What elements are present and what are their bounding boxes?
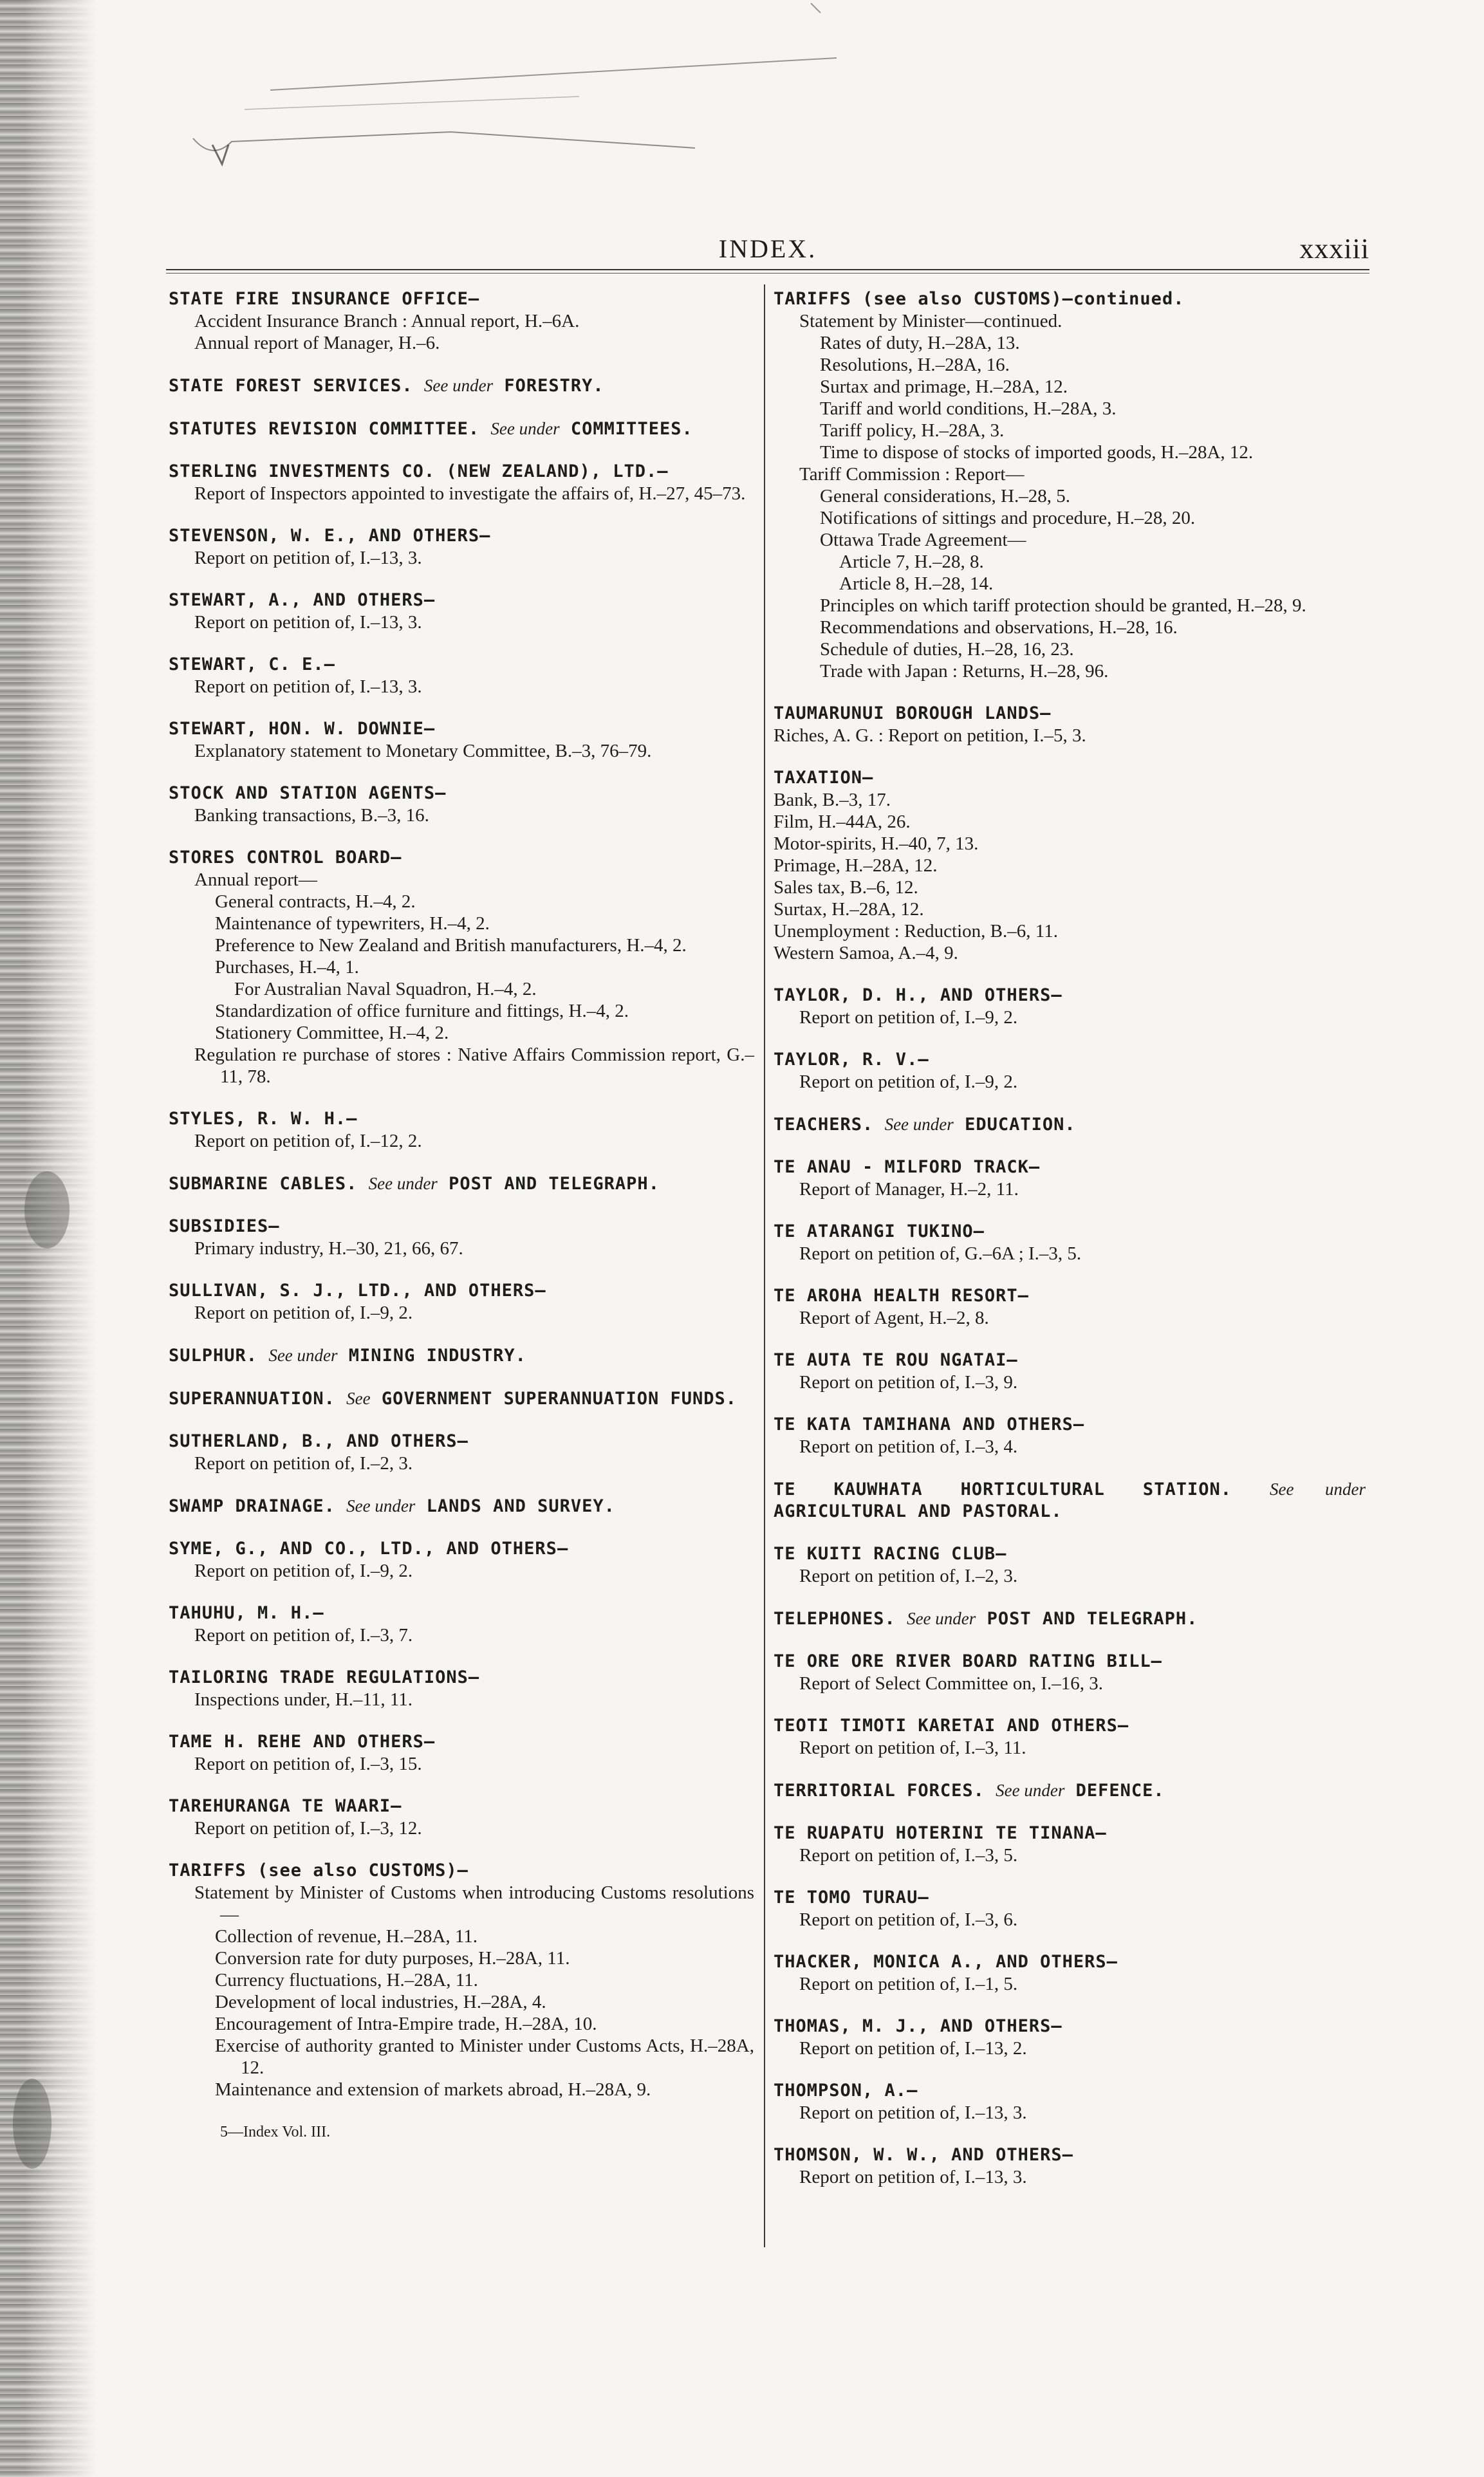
heading-text: THOMSON, W. W., AND OTHERS— <box>774 2145 1073 2165</box>
entry-heading <box>774 288 1366 310</box>
volume-footnote: 5—Index Vol. III. <box>220 2124 331 2140</box>
heading-text: TE ANAU - MILFORD TRACK— <box>774 1157 1041 1177</box>
heading-text: SULPHUR. <box>169 1346 258 1366</box>
column-divider <box>764 284 765 2247</box>
index-entry <box>774 288 1366 682</box>
index-entry <box>169 1280 754 1324</box>
cross-reference: EDUCATION. <box>965 1115 1076 1135</box>
entry-reference-line: Conversion rate for duty purposes, H.–28A, 11. <box>215 1948 570 1969</box>
entry-reference-line: Annual report of Manager, H.–6. <box>194 333 440 353</box>
see-reference-label: See under <box>368 1174 438 1193</box>
entry-heading <box>169 288 754 310</box>
index-entry <box>169 525 754 569</box>
entry-reference-line: Preference to New Zealand and British manufacturers, H.–4, 2. <box>215 935 687 956</box>
index-entry <box>169 589 754 633</box>
entry-heading <box>169 654 754 676</box>
entry-heading <box>774 1887 1366 1909</box>
entry-reference-line: Report on petition of, I.–3, 7. <box>194 1625 413 1646</box>
entry-reference-line: Report on petition of, I.–13, 3. <box>194 676 422 697</box>
heading-text: SULLIVAN, S. J., LTD., AND OTHERS— <box>169 1281 546 1301</box>
header-rule <box>166 269 1369 270</box>
entry-heading <box>774 1221 1366 1243</box>
pencil-scribble <box>0 0 965 206</box>
heading-text: TERRITORIAL FORCES. <box>774 1781 985 1801</box>
entry-heading <box>774 2080 1366 2102</box>
entry-heading <box>169 1538 754 1560</box>
heading-text: THOMAS, M. J., AND OTHERS— <box>774 2016 1062 2036</box>
entry-reference-line: Report on petition of, I.–3, 15. <box>194 1754 422 1774</box>
see-reference-label: See under <box>490 419 560 438</box>
entry-reference-line: Standardization of office furniture and fittings, H.–4, 2. <box>215 1001 629 1021</box>
entry-heading <box>774 703 1366 725</box>
entry-heading <box>774 1414 1366 1436</box>
entry-reference-line: Inspections under, H.–11, 11. <box>194 1689 413 1710</box>
entry-reference-line: Report on petition of, I.–3, 9. <box>799 1372 1018 1393</box>
entry-reference-line: Report of Agent, H.–2, 8. <box>799 1308 989 1328</box>
see-reference-label: See under <box>268 1346 338 1365</box>
entry-heading <box>169 1667 754 1689</box>
entry-reference-line: Report on petition of, I.–13, 3. <box>194 548 422 568</box>
index-entry <box>169 847 754 1088</box>
heading-text: TAILORING TRADE REGULATIONS— <box>169 1667 480 1687</box>
entry-reference-line: For Australian Naval Squadron, H.–4, 2. <box>234 979 537 999</box>
heading-text: STEVENSON, W. E., AND OTHERS— <box>169 526 491 546</box>
index-entry <box>169 654 754 698</box>
entry-heading <box>774 1543 1366 1565</box>
entry-heading <box>169 375 754 397</box>
entry-heading <box>774 1651 1366 1673</box>
heading-text: STATE FOREST SERVICES. <box>169 376 413 396</box>
entry-reference-line: Regulation re purchase of stores : Native Affairs Commission report, G.–11, 78. <box>194 1044 754 1087</box>
entry-reference-line: Surtax, H.–28A, 12. <box>774 899 924 920</box>
entry-reference-line: Report on petition of, I.–1, 5. <box>799 1974 1018 1994</box>
entry-reference-line: Tariff Commission : Report— <box>799 464 1025 485</box>
index-entry <box>169 718 754 762</box>
heading-text: TAME H. REHE AND OTHERS— <box>169 1732 436 1752</box>
index-entry <box>169 1387 754 1410</box>
entry-reference-line: Report on petition of, I.–3, 4. <box>799 1436 1018 1457</box>
see-reference-label: See under <box>423 376 494 395</box>
cross-reference: LANDS AND SURVEY. <box>426 1496 615 1516</box>
entry-reference-line: Report of Select Committee on, I.–16, 3. <box>799 1673 1103 1694</box>
see-reference-label: See under <box>346 1496 416 1516</box>
entry-reference-line: Article 8, H.–28, 14. <box>839 573 994 594</box>
entry-heading <box>774 767 1366 789</box>
index-entry <box>169 1538 754 1582</box>
entry-reference-line: Article 7, H.–28, 8. <box>839 552 984 572</box>
cross-reference: MINING INDUSTRY. <box>348 1346 526 1366</box>
entry-heading <box>774 1113 1366 1136</box>
heading-text: TE ATARANGI TUKINO— <box>774 1221 985 1241</box>
entry-heading <box>774 985 1366 1007</box>
index-entry <box>774 1951 1366 1995</box>
heading-text: TEOTI TIMOTI KARETAI AND OTHERS— <box>774 1716 1129 1736</box>
cross-reference: DEFENCE. <box>1075 1781 1165 1801</box>
entry-reference-line: Report on petition of, I.–3, 6. <box>799 1909 1018 1930</box>
entry-reference-line: Recommendations and observations, H.–28, 16. <box>820 617 1178 638</box>
page-number: xxxiii <box>1299 233 1369 264</box>
entry-heading <box>169 1108 754 1130</box>
heading-text: TARIFFS (see also CUSTOMS)—continued. <box>774 289 1185 309</box>
entry-heading <box>169 1495 754 1517</box>
entry-reference-line: Banking transactions, B.–3, 16. <box>194 805 429 826</box>
index-entry <box>774 1414 1366 1458</box>
index-entry <box>169 1667 754 1711</box>
entry-reference-line: Riches, A. G. : Report on petition, I.–5, 3. <box>774 725 1086 746</box>
heading-text: TE KAUWHATA HORTICULTURAL STATION. <box>774 1480 1232 1499</box>
heading-text: TE KUITI RACING CLUB— <box>774 1544 1007 1564</box>
index-entry <box>774 2144 1366 2188</box>
entry-reference-line: Report on petition of, I.–9, 2. <box>194 1561 413 1581</box>
entry-reference-line: Trade with Japan : Returns, H.–28, 96. <box>820 661 1109 682</box>
entry-reference-line: Explanatory statement to Monetary Committee, B.–3, 76–79. <box>194 741 652 761</box>
entry-reference-line: Stationery Committee, H.–4, 2. <box>215 1023 449 1043</box>
index-entry <box>774 1113 1366 1136</box>
entry-reference-line: General considerations, H.–28, 5. <box>820 486 1070 506</box>
entry-reference-line: Unemployment : Reduction, B.–6, 11. <box>774 921 1058 942</box>
entry-reference-line: Statement by Minister—continued. <box>799 311 1062 331</box>
entry-heading <box>774 1478 1366 1523</box>
entry-reference-line: Tariff policy, H.–28A, 3. <box>820 420 1005 441</box>
entry-heading <box>169 1431 754 1452</box>
entry-reference-line: Encouragement of Intra-Empire trade, H.–28A, 10. <box>215 2014 597 2034</box>
index-entry <box>169 1173 754 1195</box>
heading-text: SUBSIDIES— <box>169 1216 280 1236</box>
entry-reference-line: Report on petition of, I.–3, 12. <box>194 1818 422 1839</box>
entry-heading <box>169 718 754 740</box>
index-entry <box>169 1216 754 1259</box>
index-entry <box>774 1887 1366 1931</box>
heading-text: TAYLOR, R. V.— <box>774 1050 929 1070</box>
heading-text: TELEPHONES. <box>774 1609 896 1629</box>
entry-heading <box>774 1779 1366 1802</box>
entry-reference-line: Maintenance and extension of markets abroad, H.–28A, 9. <box>215 2079 651 2100</box>
entry-reference-line: Surtax and primage, H.–28A, 12. <box>820 376 1068 397</box>
index-entry <box>774 1221 1366 1265</box>
index-entry <box>774 985 1366 1028</box>
entry-reference-line: Report on petition of, I.–13, 2. <box>799 2038 1027 2059</box>
entry-heading <box>169 1602 754 1624</box>
entry-reference-line: Ottawa Trade Agreement— <box>820 530 1026 550</box>
page-header <box>166 228 1369 274</box>
entry-heading <box>169 783 754 804</box>
index-entry <box>774 767 1366 964</box>
heading-text: TE RUAPATU HOTERINI TE TINANA— <box>774 1823 1107 1843</box>
entry-reference-line: Annual report— <box>194 869 317 890</box>
heading-text: STATUTES REVISION COMMITTEE. <box>169 419 480 439</box>
entry-heading <box>774 1951 1366 1973</box>
entry-reference-line: Western Samoa, A.–4, 9. <box>774 943 958 963</box>
heading-text: STEWART, C. E.— <box>169 654 335 674</box>
heading-text: TEACHERS. <box>774 1115 874 1135</box>
cross-reference: POST AND TELEGRAPH. <box>987 1609 1198 1629</box>
entry-reference-line: Rates of duty, H.–28A, 13. <box>820 333 1020 353</box>
entry-reference-line: Report on petition of, I.–9, 2. <box>799 1007 1018 1028</box>
entry-reference-line: Primage, H.–28A, 12. <box>774 855 938 876</box>
entry-heading <box>169 1173 754 1195</box>
cross-reference: COMMITTEES. <box>570 419 693 439</box>
entry-heading <box>169 1731 754 1753</box>
entry-reference-line: Report on petition of, G.–6A ; I.–3, 5. <box>799 1243 1082 1264</box>
index-entry <box>774 1715 1366 1759</box>
entry-heading <box>169 1344 754 1367</box>
entry-reference-line: Report on petition of, I.–3, 5. <box>799 1845 1018 1866</box>
entry-heading <box>169 589 754 611</box>
see-reference-label: See under <box>907 1609 976 1628</box>
entry-reference-line: Report on petition of, I.–12, 2. <box>194 1131 422 1151</box>
entry-heading <box>169 418 754 440</box>
page-title: INDEX. <box>718 234 817 263</box>
entry-reference-line: Time to dispose of stocks of imported goods, H.–28A, 12. <box>820 442 1254 463</box>
entry-heading <box>169 461 754 483</box>
entry-heading <box>774 1049 1366 1071</box>
entry-heading <box>169 525 754 547</box>
heading-text: TE ORE ORE RIVER BOARD RATING BILL— <box>774 1651 1162 1671</box>
heading-text: STERLING INVESTMENTS CO. (NEW ZEALAND), LTD.— <box>169 461 669 481</box>
entry-reference-line: Report on petition of, I.–9, 2. <box>799 1072 1018 1092</box>
heading-text: THOMPSON, A.— <box>774 2081 918 2101</box>
heading-text: STOCK AND STATION AGENTS— <box>169 783 447 803</box>
heading-text: TAXATION— <box>774 768 874 788</box>
entry-reference-line: Report on petition of, I.–13, 3. <box>799 2167 1027 2187</box>
heading-text: TE KATA TAMIHANA AND OTHERS— <box>774 1415 1085 1434</box>
index-entry <box>169 1108 754 1152</box>
entry-reference-line: Development of local industries, H.–28A, 4. <box>215 1992 546 2012</box>
index-entry <box>774 2080 1366 2124</box>
entry-reference-line: Maintenance of typewriters, H.–4, 2. <box>215 913 490 934</box>
entry-reference-line: Sales tax, B.–6, 12. <box>774 877 918 898</box>
heading-text: STATE FIRE INSURANCE OFFICE— <box>169 289 480 309</box>
index-entry <box>169 1731 754 1775</box>
entry-reference-line: Schedule of duties, H.–28, 16, 23. <box>820 639 1074 660</box>
heading-text: SYME, G., AND CO., LTD., AND OTHERS— <box>169 1539 569 1559</box>
ink-smudge <box>24 1171 70 1248</box>
index-entry <box>169 1344 754 1367</box>
index-entry <box>169 1860 754 2101</box>
heading-text: TE AROHA HEALTH RESORT— <box>774 1286 1029 1306</box>
entry-reference-line: Accident Insurance Branch : Annual report, H.–6A. <box>194 311 580 331</box>
entry-heading <box>774 1350 1366 1371</box>
heading-text: TE TOMO TURAU— <box>774 1888 929 1907</box>
index-entry <box>774 1651 1366 1694</box>
heading-text: TE AUTA TE ROU NGATAI— <box>774 1350 1018 1370</box>
heading-text: STEWART, HON. W. DOWNIE— <box>169 719 436 739</box>
heading-text: TAYLOR, D. H., AND OTHERS— <box>774 985 1062 1005</box>
index-column-right <box>774 288 1366 2209</box>
entry-reference-line: Purchases, H.–4, 1. <box>215 957 359 978</box>
heading-text: THACKER, MONICA A., AND OTHERS— <box>774 1952 1118 1972</box>
index-entry <box>774 1478 1366 1523</box>
entry-reference-line: Report on petition of, I.–13, 3. <box>799 2102 1027 2123</box>
see-reference-label: See under <box>996 1781 1065 1800</box>
entry-reference-line: Currency fluctuations, H.–28A, 11. <box>215 1970 478 1990</box>
index-entry <box>169 418 754 440</box>
entry-reference-line: Report on petition of, I.–2, 3. <box>194 1453 413 1474</box>
index-entry <box>774 1156 1366 1200</box>
index-entry <box>169 783 754 826</box>
index-entry <box>774 1608 1366 1630</box>
entry-heading <box>774 1285 1366 1307</box>
entry-reference-line: Report on petition of, I.–13, 3. <box>194 612 422 633</box>
entry-reference-line: Exercise of authority granted to Minister under Customs Acts, H.–28A, 12. <box>215 2036 754 2078</box>
see-reference-label: See under <box>1270 1480 1366 1499</box>
entry-heading <box>169 1795 754 1817</box>
index-entry <box>169 1795 754 1839</box>
heading-text: SWAMP DRAINAGE. <box>169 1496 335 1516</box>
index-entry <box>774 1350 1366 1393</box>
entry-reference-line: Collection of revenue, H.–28A, 11. <box>215 1926 478 1947</box>
entry-reference-line: Tariff and world conditions, H.–28A, 3. <box>820 398 1117 419</box>
entry-heading <box>169 1860 754 1882</box>
index-entry <box>169 1431 754 1474</box>
index-entry <box>774 703 1366 747</box>
cross-reference: GOVERNMENT SUPERANNUATION FUNDS. <box>381 1389 737 1409</box>
entry-heading <box>169 1280 754 1302</box>
index-entry <box>774 1049 1366 1093</box>
heading-text: STEWART, A., AND OTHERS— <box>169 590 436 610</box>
entry-reference-line: Primary industry, H.–30, 21, 66, 67. <box>194 1238 463 1259</box>
cross-reference: AGRICULTURAL AND PASTORAL. <box>774 1501 1062 1521</box>
heading-text: TAREHURANGA TE WAARI— <box>169 1796 402 1816</box>
index-entry <box>169 1602 754 1646</box>
entry-heading <box>774 2016 1366 2037</box>
heading-text: TAUMARUNUI BOROUGH LANDS— <box>774 703 1052 723</box>
entry-heading <box>169 1216 754 1238</box>
entry-reference-line: Resolutions, H.–28A, 16. <box>820 355 1010 375</box>
entry-reference-line: Report on petition of, I.–3, 11. <box>799 1738 1026 1758</box>
entry-reference-line: Report of Manager, H.–2, 11. <box>799 1179 1019 1200</box>
see-reference-label: See under <box>884 1115 954 1134</box>
heading-text: SUPERANNUATION. <box>169 1389 335 1409</box>
heading-text: STYLES, R. W. H.— <box>169 1109 358 1129</box>
index-column-left <box>169 288 754 2143</box>
heading-text: TARIFFS (see also CUSTOMS)— <box>169 1860 468 1880</box>
entry-heading <box>774 1715 1366 1737</box>
entry-heading <box>169 847 754 869</box>
index-entry <box>169 461 754 505</box>
entry-reference-line: Motor-spirits, H.–40, 7, 13. <box>774 833 979 854</box>
entry-reference-line: Report on petition of, I.–2, 3. <box>799 1566 1018 1586</box>
index-entry <box>774 1543 1366 1587</box>
entry-reference-line: Film, H.–44A, 26. <box>774 812 911 832</box>
heading-text: SUTHERLAND, B., AND OTHERS— <box>169 1431 468 1451</box>
see-reference-label: See <box>346 1389 371 1408</box>
entry-reference-line: Notifications of sittings and procedure, H.–28, 20. <box>820 508 1196 528</box>
entry-reference-line: Report on petition of, I.–9, 2. <box>194 1303 413 1323</box>
ink-smudge <box>13 2079 51 2169</box>
header-rule-thin <box>166 273 1369 274</box>
entry-reference-line: General contracts, H.–4, 2. <box>215 891 416 912</box>
entry-heading <box>774 1823 1366 1844</box>
index-entry <box>774 1823 1366 1866</box>
entry-heading <box>774 1156 1366 1178</box>
index-entry <box>169 288 754 354</box>
entry-heading <box>169 1387 754 1410</box>
heading-text: SUBMARINE CABLES. <box>169 1174 358 1194</box>
cross-reference: FORESTRY. <box>504 376 604 396</box>
cross-reference: POST AND TELEGRAPH. <box>449 1174 660 1194</box>
entry-heading <box>774 1608 1366 1630</box>
index-entry <box>774 1779 1366 1802</box>
heading-text: TAHUHU, M. H.— <box>169 1603 324 1623</box>
entry-heading <box>774 2144 1366 2166</box>
index-entry <box>774 1285 1366 1329</box>
index-entry <box>169 375 754 397</box>
entry-reference-line: Statement by Minister of Customs when introducing Customs resolutions— <box>194 1882 754 1925</box>
entry-reference-line: Bank, B.–3, 17. <box>774 790 891 810</box>
entry-reference-line: Report of Inspectors appointed to investigate the affairs of, H.–27, 45–73. <box>194 483 746 504</box>
entry-reference-line: Principles on which tariff protection should be granted, H.–28, 9. <box>820 595 1306 616</box>
index-entry <box>774 2016 1366 2059</box>
heading-text: STORES CONTROL BOARD— <box>169 848 402 867</box>
index-entry <box>169 1495 754 1517</box>
